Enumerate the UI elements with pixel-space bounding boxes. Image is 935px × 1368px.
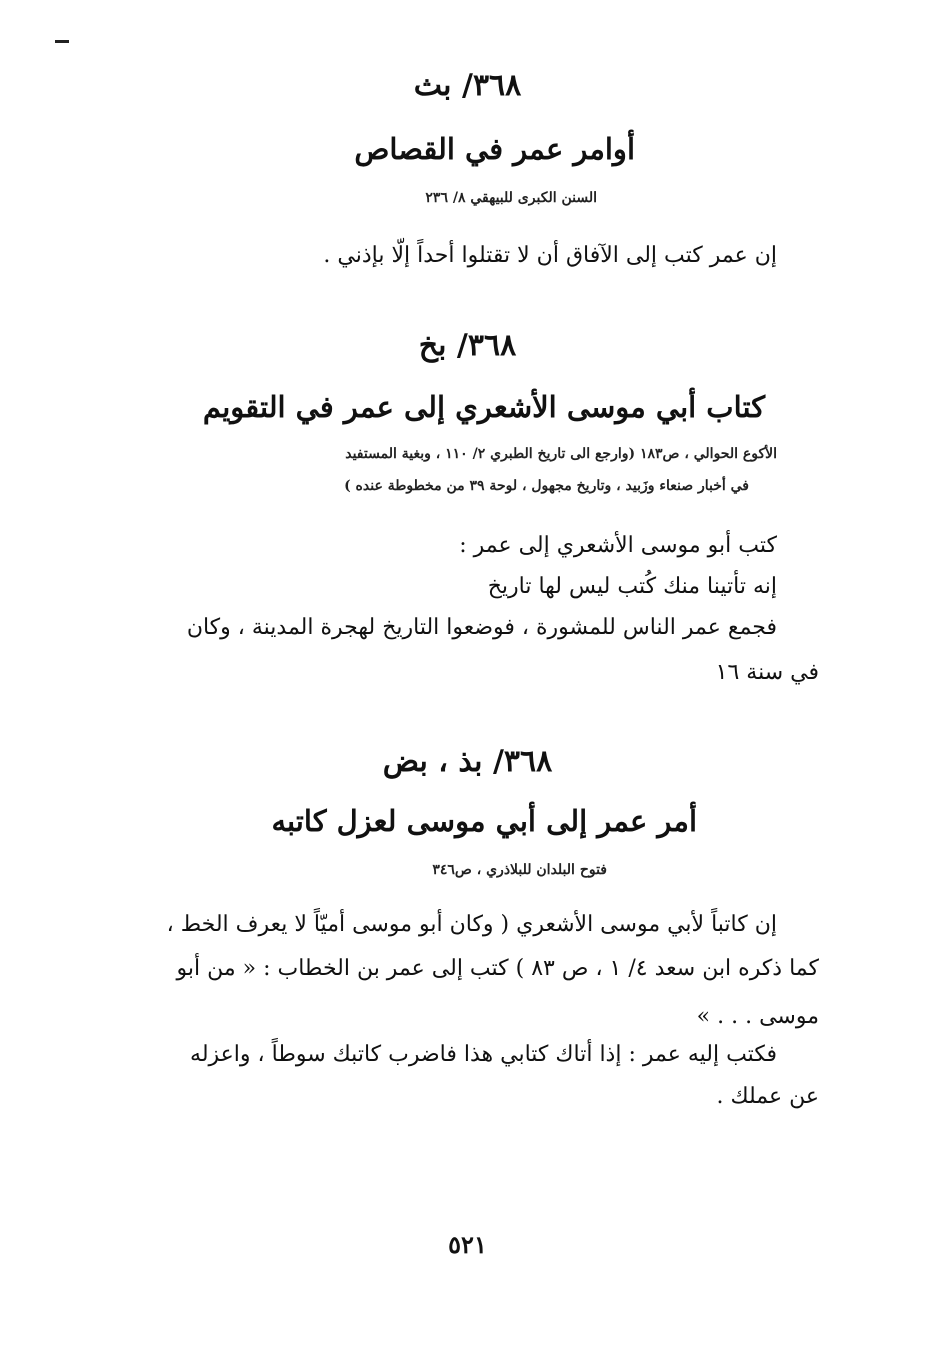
entry-source-line: الأكوع الحوالي ، ص١٨٣ (وارجع الى تاريخ الطبري ٢/ ١١٠ ، وبغية المستفيد xyxy=(345,446,777,462)
entry-title: كتاب أبي موسى الأشعري إلى عمر في التقويم xyxy=(202,390,765,424)
entry-text-line: إنه تأتينا منك كُتب ليس لها تاريخ xyxy=(487,574,777,599)
entry-text-line: إن كاتباً لأبي موسى الأشعري ( وكان أبو موسى أميّاً لا يعرف الخط ، xyxy=(166,912,777,937)
entry-text-line: في سنة ١٦ xyxy=(715,660,819,685)
page-number: ٥٢١ xyxy=(448,1230,487,1259)
entry-title: أمر عمر إلى أبي موسى لعزل كاتبه xyxy=(271,804,697,838)
entry-text-line: موسى . . . » xyxy=(696,1004,819,1029)
scan-mark xyxy=(55,40,69,43)
entry-source: فتوح البلدان للبلاذري ، ص٣٤٦ xyxy=(432,862,607,878)
entry-source-line: في أخبار صنعاء وزَبيد ، وتاريخ مجهول ، لوحة ٣٩ من مخطوطة عنده ) xyxy=(344,478,749,494)
entry-number: ٣٦٨/ بث xyxy=(413,68,522,103)
entry-text-line: كما ذكره ابن سعد ٤/ ١ ، ص ٨٣ ) كتب إلى عمر بن الخطاب : « من أبو xyxy=(176,956,819,981)
entry-text-line: كتب أبو موسى الأشعري إلى عمر : xyxy=(459,533,777,558)
entry-source: السنن الكبرى للبيهقي ٨/ ٢٣٦ xyxy=(425,190,597,206)
entry-text-line: فكتب إليه عمر : إذا أتاك كتابي هذا فاضرب كاتبك سوطاً ، واعزله xyxy=(190,1042,777,1067)
entry-text-line: فجمع عمر الناس للمشورة ، فوضعوا التاريخ لهجرة المدينة ، وكان xyxy=(186,615,777,640)
entry-title: أوامر عمر في القصاص xyxy=(354,132,635,166)
entry-text-line: عن عملك . xyxy=(716,1084,819,1109)
entry-number: ٣٦٨/ بخ xyxy=(418,328,517,363)
entry-text-line: إن عمر كتب إلى الآفاق أن لا تقتلوا أحداً إلّا بإذني . xyxy=(323,243,777,268)
entry-number: ٣٦٨/ بذ ، بض xyxy=(382,744,553,779)
